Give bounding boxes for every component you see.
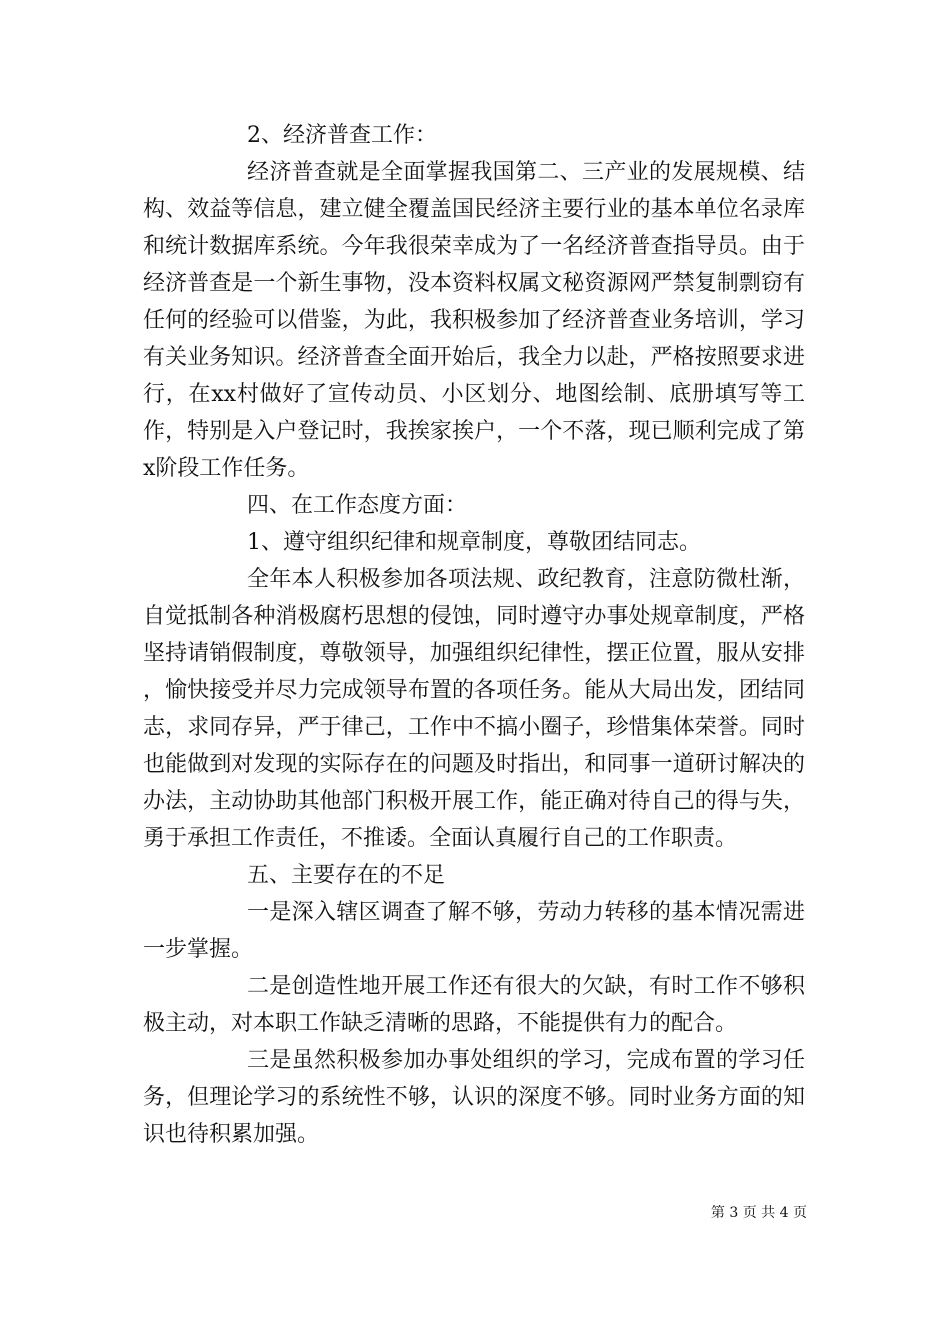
page-number: 第 3 页 共 4 页	[710, 1205, 807, 1221]
paragraph-discipline-body: 全年本人积极参加各项法规、政纪教育，注意防微杜渐，自觉抵制各种消极腐朽思想的侵蚀，同时遵守办事处规章制度，严格坚持请销假制度，尊敬领导，加强组织纪律性，摆正位置，服从安排，愉快接受并尽力完成领导布置的各项任务。能从大局出发，团结同志，求同存异，严于律己，工作中不搞小圈子，珍惜集体荣誉。同时也能做到对发现的实际存在的问题及时指出，和同事一道研讨解决的办法，主动协助其他部门积极开展工作，能正确对待自己的得与失，勇于承担工作责任，不推诿。全面认真履行自己的工作职责。	[143, 567, 805, 851]
paragraph-economic-census-body: 经济普查就是全面掌握我国第二、三产业的发展规模、结构、效益等信息，建立健全覆盖国民经济主要行业的基本单位名录库和统计数据库系统。今年我很荣幸成为了一名经济普查指导员。由于经济普查是一个新生事物，没本资料权属文秘资源网严禁复制剽窃有任何的经验可以借鉴，为此，我积极参加了经济普查业务培训，学习有关业务知识。经济普查全面开始后，我全力以赴，严格按照要求进行，在xx村做好了宣传动员、小区划分、地图绘制、底册填写等工作，特别是入户登记时，我挨家挨户，一个不落，现已顺利完成了第x阶段工作任务。	[143, 160, 805, 481]
paragraph-heading-shortcomings: 五、主要存在的不足	[247, 863, 446, 888]
paragraph-shortcoming-2: 二是创造性地开展工作还有很大的欠缺，有时工作不够积极主动，对本职工作缺乏清晰的思路，不能提供有力的配合。	[143, 974, 805, 1036]
paragraph-shortcoming-1: 一是深入辖区调查了解不够，劳动力转移的基本情况需进一步掌握。	[143, 900, 805, 962]
paragraph-heading-economic-census: 2、经济普查工作：	[247, 123, 437, 148]
document-body	[143, 117, 805, 1153]
paragraph-shortcoming-3: 三是虽然积极参加办事处组织的学习，完成布置的学习任务，但理论学习的系统性不够，认识的深度不够。同时业务方面的知识也待积累加强。	[143, 1048, 805, 1147]
paragraph-heading-work-attitude: 四、在工作态度方面：	[247, 493, 468, 518]
paragraph-subheading-discipline: 1、遵守组织纪律和规章制度，尊敬团结同志。	[247, 530, 701, 555]
